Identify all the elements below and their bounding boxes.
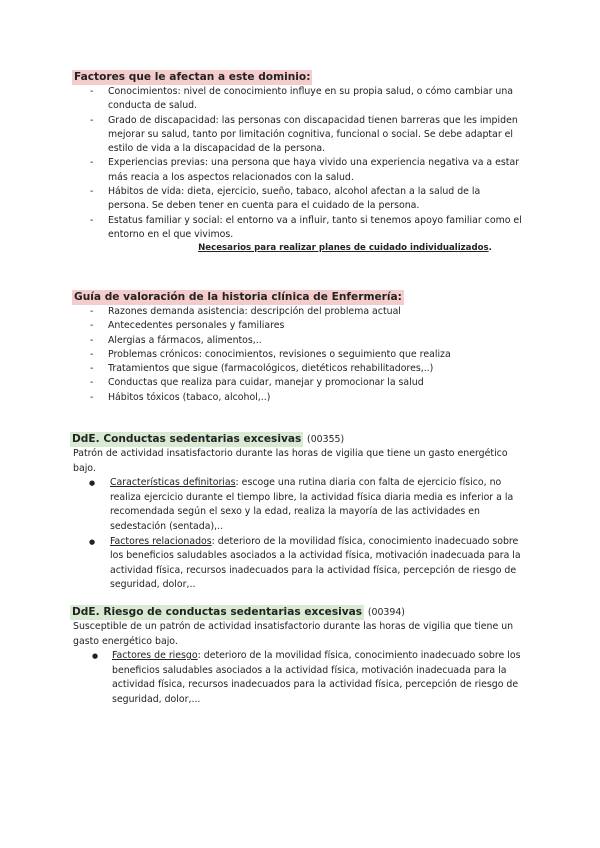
list-item: - Experiencias previas: una persona que haya vivido una experiencia negativa va a estar más reacia a los aspectos relacionados con la salud. xyxy=(0,156,600,185)
list-item: - Antecedentes personales y familiares xyxy=(0,319,600,333)
list-item: - Conocimientos: nivel de conocimiento influye en su propia salud, o cómo cambiar una conducta de salud. xyxy=(0,85,600,114)
list-item: - Razones demanda asistencia: descripción del problema actual xyxy=(0,305,600,319)
list-item: - Conductas que realiza para cuidar, manejar y promocionar la salud xyxy=(0,376,600,390)
dde-bullets xyxy=(0,476,600,593)
bullet-term: Características definitorias xyxy=(110,477,236,489)
bullet-text: : deterioro de la movilidad física, conocimiento inadecuado sobre los beneficios saludables asociados a la actividad física, motivación inadecuada para la actividad física, recursos inadecuados para la actividad física, percepción de riesgo de seguridad, dolor,... xyxy=(112,650,521,705)
list-item: - Tratamientos que sigue (farmacológicos, dietéticos rehabilitadores,..) xyxy=(0,362,600,376)
bullet-text: : deterioro de la movilidad física, conocimiento inadecuado sobre los beneficios saludables asociados a la actividad física, motivación inadecuada para la actividad física, recursos inadecuados para la actividad física, percepción de riesgo de seguridad, dolor,.. xyxy=(110,535,521,591)
section-heading-guia: Guía de valoración de la historia clínica de Enfermería: xyxy=(74,291,402,303)
list-item: - Estatus familiar y social: el entorno va a influir, tanto si tenemos apoyo familiar como el entorno en el que vivimos. xyxy=(0,214,600,243)
dde-bullets xyxy=(0,649,600,707)
guia-list xyxy=(0,305,600,405)
dde-code: (00394) xyxy=(367,607,405,618)
note-line xyxy=(0,242,600,255)
bullet-text: : escoge una rutina diaria con falta de ejercicio físico, no realiza ejercicio durante el tiempo libre, la actividad física diaria media es inferior a la recomendada según el sexo y la edad, realiza la mayoría de las actividades en sedestación (sentada),.. xyxy=(110,477,514,532)
section-guia xyxy=(0,290,600,405)
section-dde-conductas xyxy=(0,432,600,593)
dde-title: DdE. Riesgo de conductas sedentarias excesivas xyxy=(72,606,363,618)
dde-title: DdE. Conductas sedentarias excesivas xyxy=(72,433,302,445)
list-item: - Alergias a fármacos, alimentos,.. xyxy=(0,334,600,348)
section-dde-riesgo xyxy=(0,605,600,708)
dde-code: (00355) xyxy=(307,434,345,445)
factores-list xyxy=(0,85,600,242)
bullet-term: Factores de riesgo xyxy=(112,650,198,662)
bullet-item xyxy=(0,535,600,593)
list-item: - Problemas crónicos: conocimientos, revisiones o seguimiento que realiza xyxy=(0,348,600,362)
bullet-item xyxy=(0,476,600,534)
list-item: - Hábitos tóxicos (tabaco, alcohol,..) xyxy=(0,391,600,405)
list-item: - Grado de discapacidad: las personas con discapacidad tienen barreras que les impiden mejorar su salud, tanto por limitación cognitiva, funcional o social. Se debe adaptar el estilo de vida a la discapacidad de la persona. xyxy=(0,114,600,157)
list-item: - Hábitos de vida: dieta, ejercicio, sueño, tabaco, alcohol afectan a la salud de la persona. Se deben tener en cuenta para el cuidado de la persona. xyxy=(0,185,600,214)
bullet-term: Factores relacionados xyxy=(110,535,212,547)
section-heading-factores: Factores que le afectan a este dominio: xyxy=(74,71,311,83)
dde-definition: Susceptible de un patrón de actividad insatisfactorio durante las horas de vigilia que tiene un gasto energético bajo. xyxy=(73,621,514,647)
note-period: . xyxy=(488,243,492,254)
section-factores xyxy=(0,70,600,255)
dde-definition: Patrón de actividad insatisfactorio durante las horas de vigilia que tiene un gasto energético bajo. xyxy=(73,448,508,474)
bullet-item xyxy=(0,649,600,707)
note-text: Necesarios para realizar planes de cuidado individualizados xyxy=(198,243,489,254)
